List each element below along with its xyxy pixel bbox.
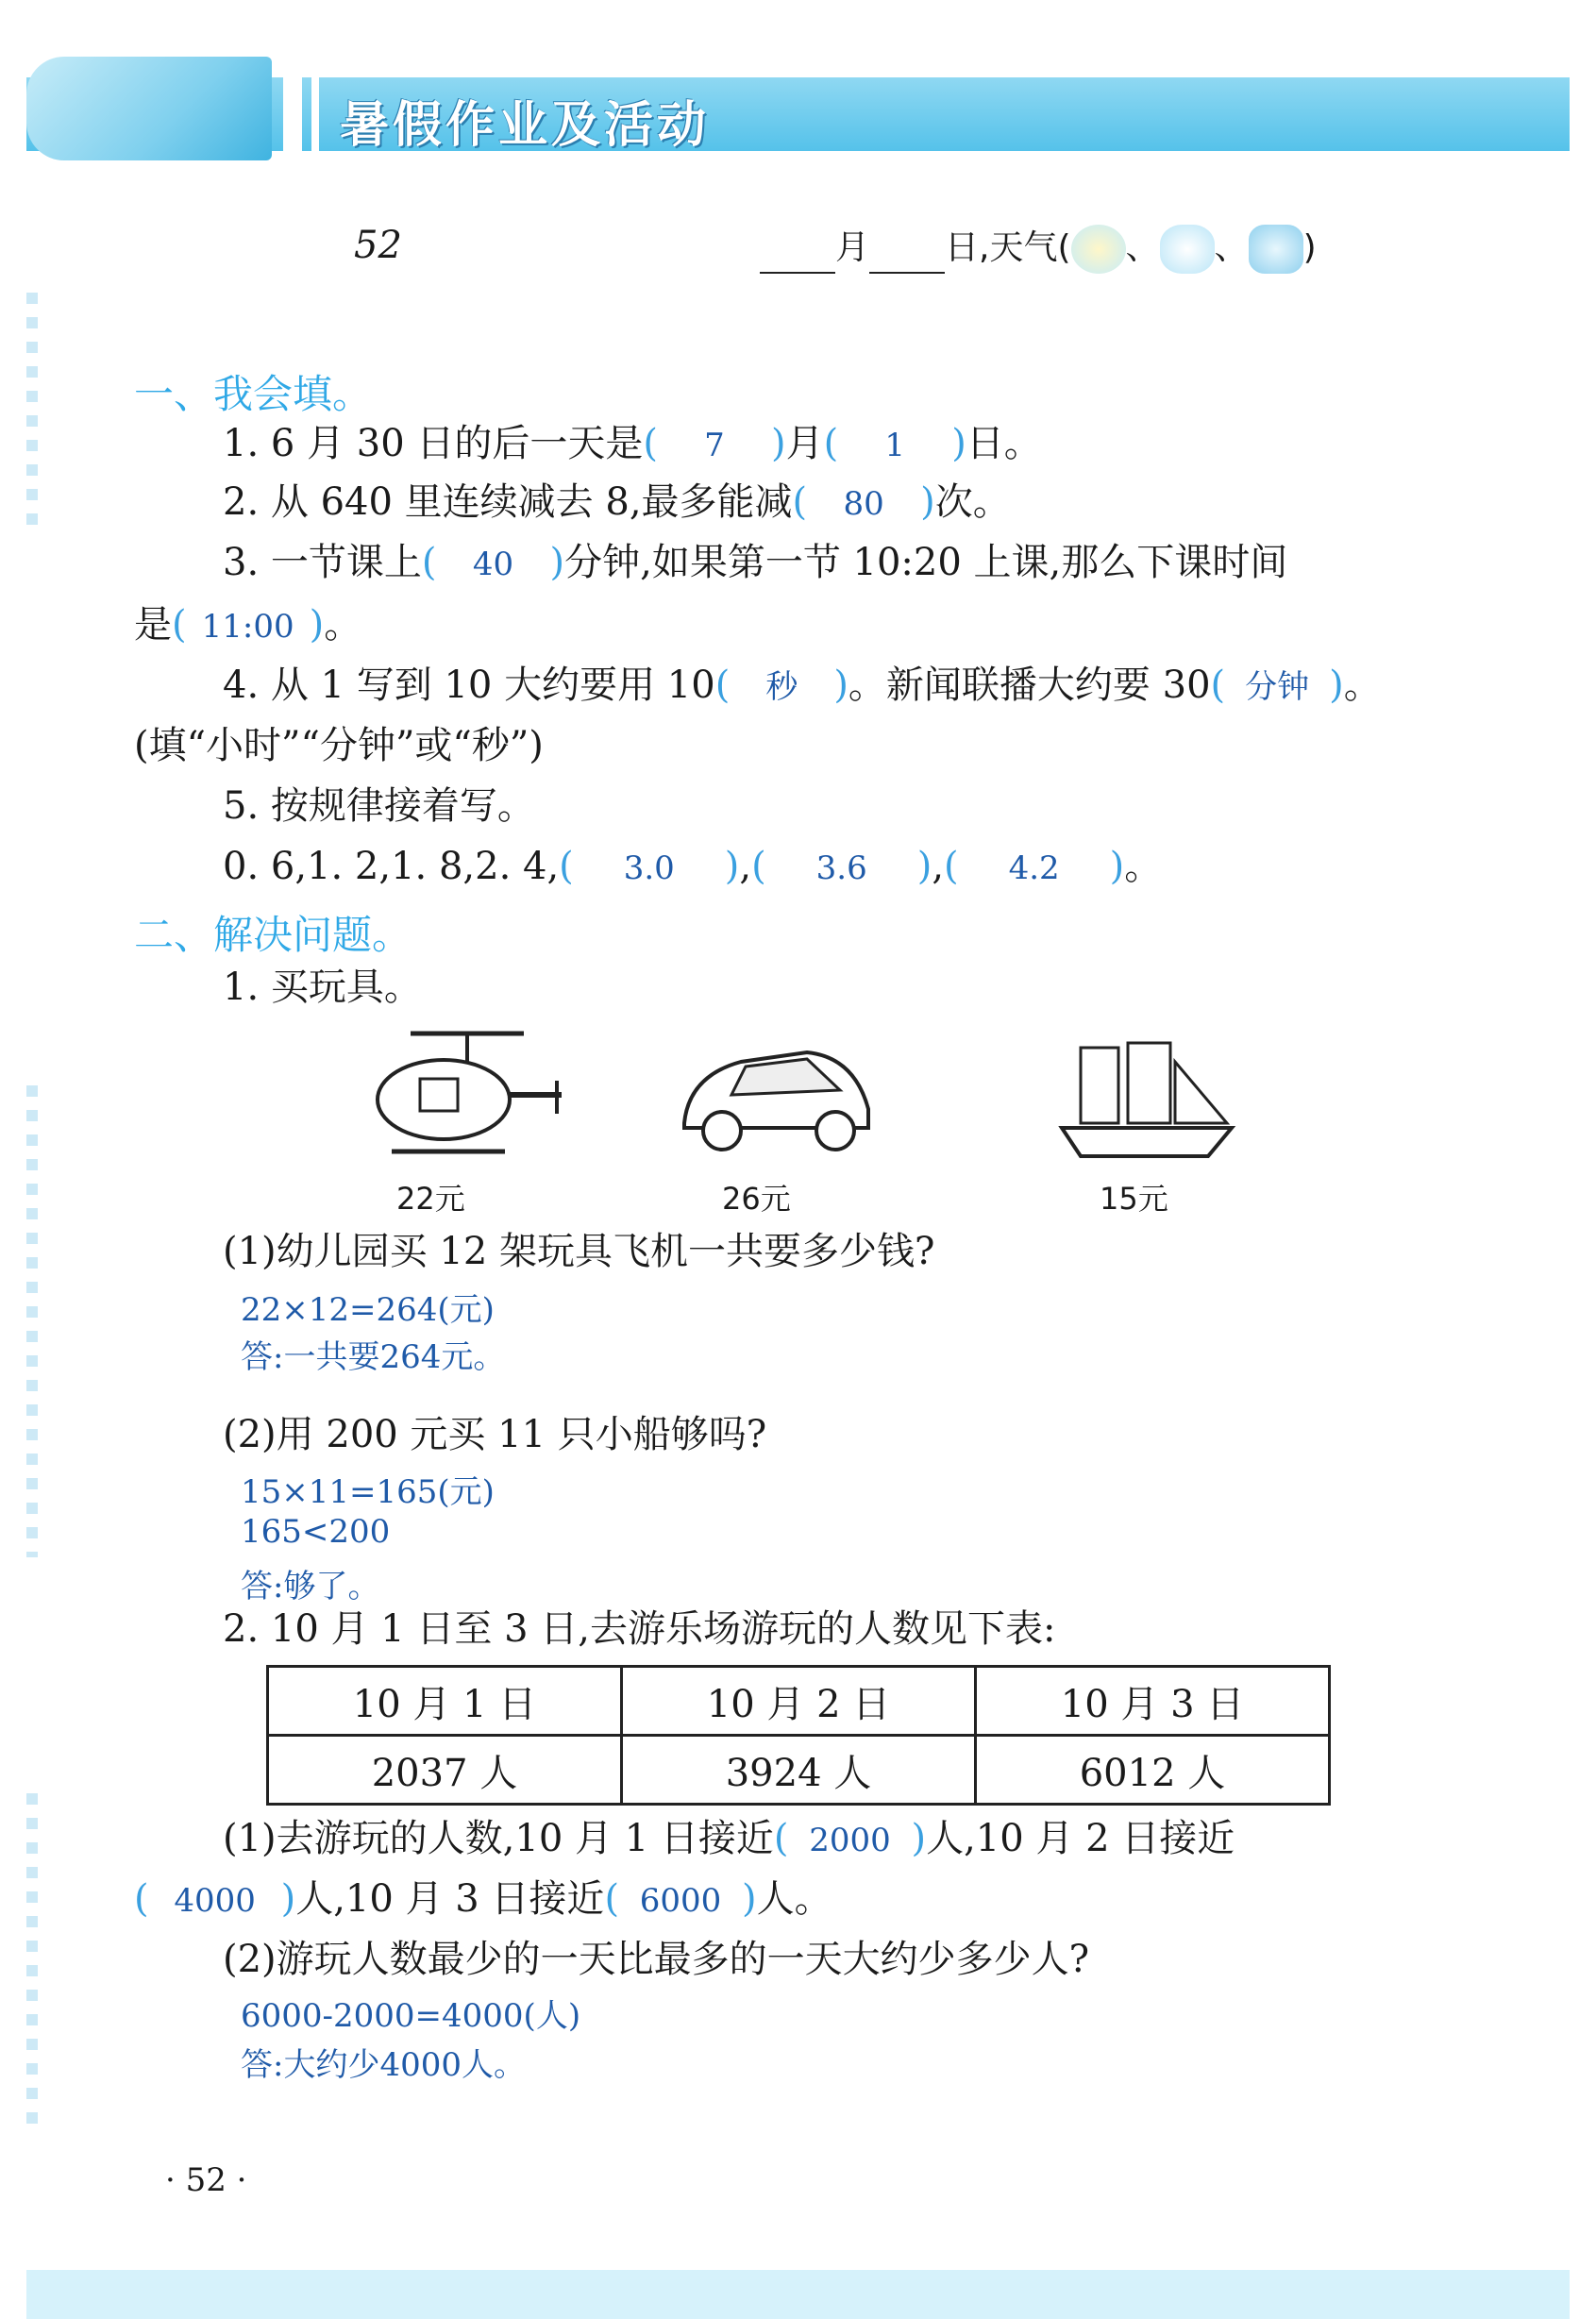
section1-heading: 一、我会填。 — [134, 371, 373, 417]
q2-text: 次。 — [934, 480, 1011, 524]
sep: 、 — [1125, 228, 1160, 267]
side-decoration — [26, 1793, 38, 2124]
toy-price: 26元 — [722, 1181, 791, 1217]
table-header-cell: 10 月 2 日 — [622, 1667, 976, 1736]
p1-sub1-question: (1)幼儿园买 12 架玩具飞机一共要多少钱? — [223, 1230, 935, 1273]
p2-sub1-line2: ( 4000 )人,10 月 3 日接近( 6000 )人。 — [134, 1877, 832, 1921]
day-label: 日 — [945, 228, 980, 267]
page-label: 52 — [354, 224, 402, 267]
p2-sub2-question: (2)游玩人数最少的一天比最多的一天大约少多少人? — [223, 1938, 1090, 1981]
section2-heading: 二、解决问题。 — [134, 912, 412, 958]
month-blank — [760, 244, 835, 274]
q3-text: 分钟,如果第一节 10:20 上课,那么下课时间 — [564, 541, 1288, 584]
car-icon — [665, 1019, 882, 1161]
sailboat-icon — [1057, 1024, 1236, 1166]
side-decoration — [26, 293, 38, 529]
p2-sub2-answer: 答:大约少4000人。 — [241, 2046, 526, 2084]
helicopter-icon — [354, 1024, 571, 1166]
p1-sub2-answer: 答:够了。 — [241, 1568, 380, 1605]
p1-sub1-answer: 答:一共要264元。 — [241, 1338, 506, 1376]
p2-sub1-answer-3: 6000 — [639, 1882, 722, 1920]
page-number: · 52 · — [165, 2161, 247, 2199]
q1-answer-day: 1 — [884, 427, 906, 464]
q5-end: 。 — [1124, 845, 1163, 888]
date-line — [760, 225, 1317, 274]
q2-answer: 80 — [843, 485, 884, 523]
q3-text: 。 — [324, 603, 362, 647]
q1-text: 日。 — [966, 422, 1042, 465]
q4-text: 。新闻联播大约要 30 — [848, 664, 1211, 707]
p1-sub2-compare: 165<200 — [241, 1513, 391, 1551]
close-paren: ) — [1302, 228, 1317, 267]
table-cell: 3924 人 — [622, 1736, 976, 1805]
p2-sub1-answer-1: 2000 — [809, 1822, 891, 1859]
q3-answer-time: 11:00 — [201, 608, 294, 646]
q5-seq: 0. 6,1. 2,1. 8,2. 4, — [223, 845, 560, 888]
p2-sub1-text: (1)去游玩的人数,10 月 1 日接近 — [223, 1817, 774, 1860]
banner-logo-icon — [26, 57, 272, 160]
q3-text: 是 — [134, 603, 172, 647]
toy-price: 15元 — [1100, 1181, 1168, 1217]
p1-sub2-question: (2)用 200 元买 11 只小船够吗? — [223, 1413, 767, 1456]
banner-divider — [283, 77, 302, 151]
p2-sub1-answer-2: 4000 — [174, 1882, 256, 1920]
table-header-cell: 10 月 3 日 — [976, 1667, 1330, 1736]
p2-sub1-text: 人。 — [756, 1877, 832, 1921]
q5-sequence: 0. 6,1. 2,1. 8,2. 4,( 3.0 ),( 3.6 ),( 4.2 )。 — [223, 845, 1163, 888]
weather-label: ,天气( — [979, 228, 1071, 267]
side-decoration — [26, 1085, 38, 1557]
cloud-icon — [1160, 225, 1215, 274]
table-cell: 2037 人 — [268, 1736, 622, 1805]
day-blank — [869, 244, 945, 274]
table-header-cell: 10 月 1 日 — [268, 1667, 622, 1736]
p2-sub1-text: 人,10 月 3 日接近 — [295, 1877, 605, 1921]
banner-divider — [311, 77, 319, 151]
rain-umbrella-icon — [1249, 225, 1303, 274]
q5-answer-3: 4.2 — [1008, 849, 1060, 887]
table-row — [268, 1667, 1330, 1736]
sep: 、 — [1214, 228, 1249, 267]
q5-answer-1: 3.0 — [623, 849, 675, 887]
q3-line2: 是( 11:00 )。 — [134, 603, 362, 647]
banner-title: 暑假作业及活动 — [340, 97, 711, 154]
table-cell: 6012 人 — [976, 1736, 1330, 1805]
q4-text: 4. 从 1 写到 10 大约要用 10 — [223, 664, 715, 707]
q4-answer-2: 分钟 — [1245, 668, 1310, 706]
q1-text: 月 — [785, 422, 824, 465]
q2-text: 2. 从 640 里连续减去 8,最多能减 — [223, 480, 793, 524]
p2-sub1-text: 人,10 月 2 日接近 — [926, 1817, 1235, 1860]
visitor-table — [266, 1665, 1331, 1806]
p1-sub2-work: 15×11=165(元) — [241, 1473, 495, 1511]
month-label: 月 — [835, 228, 870, 267]
q4: 4. 从 1 写到 10 大约要用 10( 秒 )。新闻联播大约要 30( 分钟 )。 — [223, 664, 1382, 707]
p1-title: 1. 买玩具。 — [223, 966, 422, 1009]
footer-bar — [26, 2270, 1570, 2319]
p2-sub2-work: 6000-2000=4000(人) — [241, 1997, 581, 2035]
q1-text: 1. 6 月 30 日的后一天是 — [223, 422, 644, 465]
q3: 3. 一节课上( 40 )分钟,如果第一节 10:20 上课,那么下课时间 — [223, 541, 1288, 584]
p2-sub1: (1)去游玩的人数,10 月 1 日接近( 2000 )人,10 月 2 日接近 — [223, 1817, 1235, 1860]
p2-title: 2. 10 月 1 日至 3 日,去游乐场游玩的人数见下表: — [223, 1607, 1056, 1651]
q3-text: 3. 一节课上 — [223, 541, 422, 584]
q2: 2. 从 640 里连续减去 8,最多能减( 80 )次。 — [223, 480, 1011, 524]
q4-note: (填“小时”“分钟”或“秒”) — [134, 724, 544, 767]
table-row — [268, 1736, 1330, 1805]
q4-answer-1: 秒 — [765, 668, 798, 706]
toy-price: 22元 — [396, 1181, 465, 1217]
p1-sub1-work: 22×12=264(元) — [241, 1291, 495, 1329]
sun-icon — [1071, 225, 1126, 274]
q4-text: 。 — [1343, 664, 1382, 707]
q1-answer-month: 7 — [704, 427, 725, 464]
q3-answer-minutes: 40 — [472, 546, 514, 583]
q5: 5. 按规律接着写。 — [223, 784, 535, 828]
q1: 1. 6 月 30 日的后一天是( 7 )月( 1 )日。 — [223, 422, 1042, 465]
q5-answer-2: 3.6 — [815, 849, 867, 887]
